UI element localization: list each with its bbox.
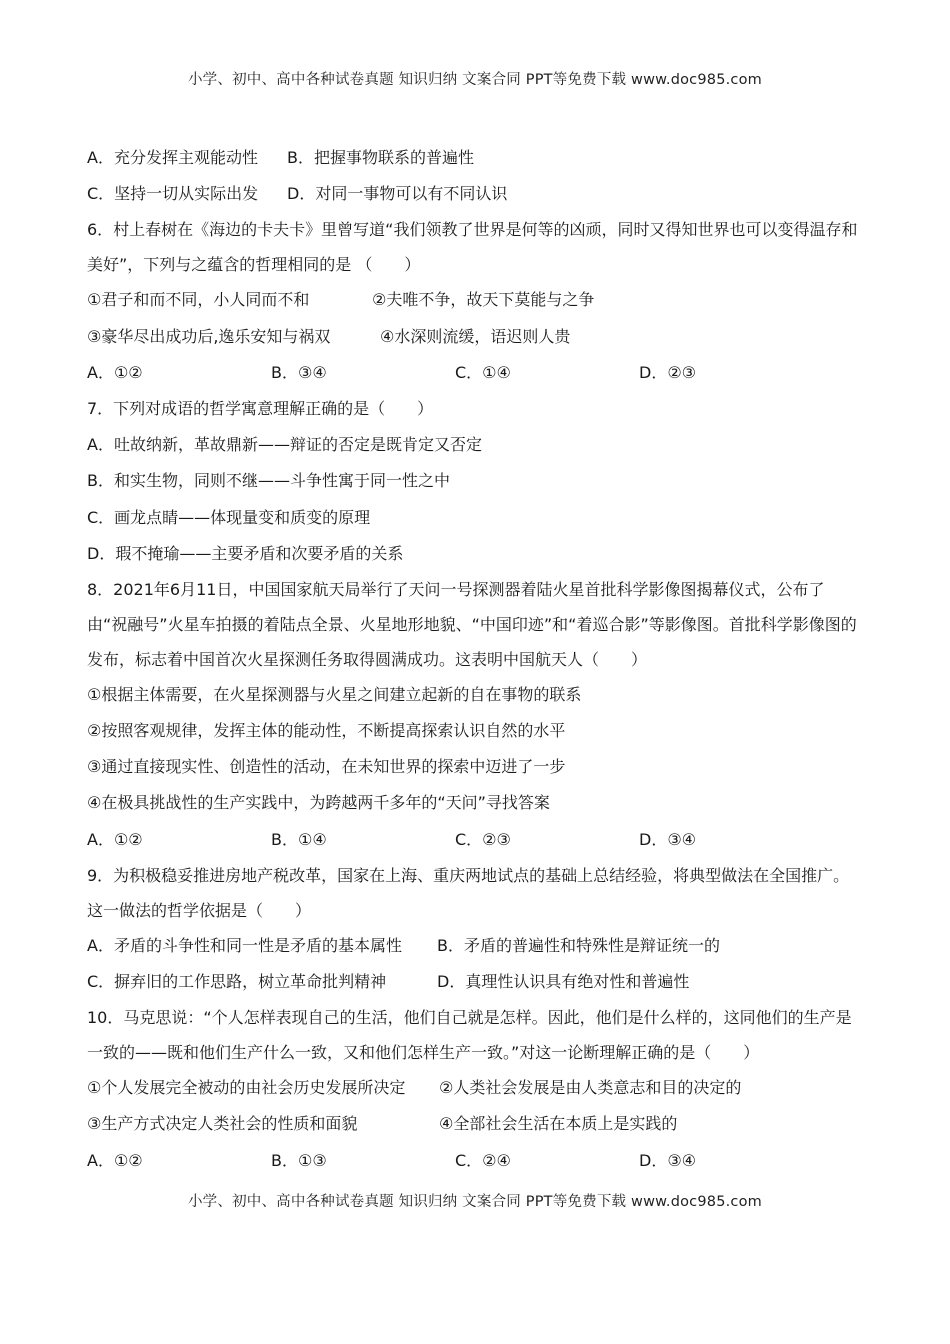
q10-stem: 10．马克思说：“个人怎样表现自己的生活，他们自己就是怎样。因此，他们是什么样的，这同他们的生产是一致的——既和他们生产什么一致，又和他们怎样生产一致。”对这一论断理解正确的是（ ） (87, 1008, 852, 1063)
q6-option-d: D．②③ (639, 362, 697, 382)
q5-option-a: A．充分发挥主观能动性 (87, 148, 258, 167)
q8-option-b: B．①④ (271, 829, 327, 849)
q7-option-c: C．画龙点睛——体现量变和质变的原理 (87, 507, 371, 527)
exam-content (87, 140, 862, 1179)
q8-option-a: A．①② (87, 829, 143, 849)
q9-options-row2 (87, 964, 862, 1000)
q6-options (87, 355, 862, 391)
q10-statement-4: ④全部社会生活在本质上是实践的 (439, 1114, 678, 1134)
q8-statement-2: ②按照客观规律，发挥主体的能动性，不断提高探索认识自然的水平 (87, 721, 566, 741)
q7-option-a: A．吐故纳新，革故鼎新——辩证的否定是既肯定又否定 (87, 435, 482, 455)
q7-option-d: D．瑕不掩瑜——主要矛盾和次要矛盾的关系 (87, 543, 404, 563)
q6-stem: 6．村上春树在《海边的卡夫卡》里曾写道“我们领教了世界是何等的凶顽，同时又得知世界也可以变得温存和美好”，下列与之蕴含的哲理相同的是 （ ） (87, 220, 858, 275)
q10-statement-1: ①个人发展完全被动的由社会历史发展所决定 (87, 1078, 406, 1098)
q10-statements-row2 (87, 1106, 862, 1142)
q10-option-d: D．③④ (639, 1150, 697, 1170)
q8-stem: 8．2021年6月11日，中国国家航天局举行了天问一号探测器着陆火星首批科学影像图揭幕仪式，公布了由“祝融号”火星车拍摄的着陆点全景、火星地形地貌、“中国印迹”和“着巡合影”等影像图。首批科学影像图的发布，标志着中国首次火星探测任务取得圆满成功。这表明中国航天人（ ） (87, 579, 857, 669)
q10-option-a: A．①② (87, 1150, 143, 1170)
q8-statement-4: ④在极具挑战性的生产实践中，为跨越两千多年的“天问”寻找答案 (87, 793, 550, 813)
q6-option-c: C．①④ (455, 362, 511, 382)
q7-option-b: B．和实生物，同则不继——斗争性寓于同一性之中 (87, 471, 450, 491)
q5-options-row2 (87, 176, 862, 212)
q8-statement-1: ①根据主体需要，在火星探测器与火星之间建立起新的自在事物的联系 (87, 684, 582, 704)
q9-option-b: B．矛盾的普遍性和特殊性是辩证统一的 (437, 935, 720, 955)
q5-option-b: B．把握事物联系的普遍性 (287, 148, 474, 167)
q9-stem: 9．为积极稳妥推进房地产税改革，国家在上海、重庆两地试点的基础上总结经验，将典型做法在全国推广。这一做法的哲学依据是（ ） (87, 865, 850, 920)
header-banner: 小学、初中、高中各种试卷真题 知识归纳 文案合同 PPT等免费下载 www.doc985.com (187, 72, 763, 88)
q6-statement-3: ③豪华尽出成功后,逸乐安知与祸双 (87, 326, 331, 346)
q6-statements-row1 (87, 282, 862, 318)
q10-options (87, 1143, 862, 1179)
q9-option-c: C．摒弃旧的工作思路，树立革命批判精神 (87, 972, 387, 991)
q8-option-d: D．③④ (639, 829, 697, 849)
q10-statement-3: ③生产方式决定人类社会的性质和面貌 (87, 1114, 358, 1134)
q9-option-d: D．真理性认识具有绝对性和普遍性 (437, 972, 690, 991)
q8-options (87, 822, 862, 858)
q9-option-a: A．矛盾的斗争性和同一性是矛盾的基本属性 (87, 935, 402, 955)
q6-statement-2: ②夫唯不争，故天下莫能与之争 (372, 290, 595, 310)
q8-option-c: C．②③ (455, 829, 511, 849)
q10-option-b: B．①③ (271, 1150, 327, 1170)
q5-options-row1 (87, 140, 862, 176)
q7-stem: 7．下列对成语的哲学寓意理解正确的是（ ） (87, 398, 434, 418)
q10-statements-row1 (87, 1070, 862, 1106)
q9-options-row1 (87, 928, 862, 964)
q6-statement-4: ④水深则流缓，语迟则人贵 (380, 326, 571, 346)
q6-statement-1: ①君子和而不同，小人同而不和 (87, 290, 310, 310)
q10-statement-2: ②人类社会发展是由人类意志和目的决定的 (439, 1078, 742, 1098)
q6-option-a: A．①② (87, 362, 143, 382)
footer-banner: 小学、初中、高中各种试卷真题 知识归纳 文案合同 PPT等免费下载 www.doc985.com (187, 1194, 763, 1210)
q5-option-d: D．对同一事物可以有不同认识 (287, 184, 508, 204)
q10-option-c: C．②④ (455, 1150, 511, 1170)
q6-statements-row2 (87, 319, 862, 355)
q8-statement-3: ③通过直接现实性、创造性的活动，在未知世界的探索中迈进了一步 (87, 757, 566, 777)
q5-option-c: C．坚持一切从实际出发 (87, 184, 259, 204)
q6-option-b: B．③④ (271, 362, 327, 382)
